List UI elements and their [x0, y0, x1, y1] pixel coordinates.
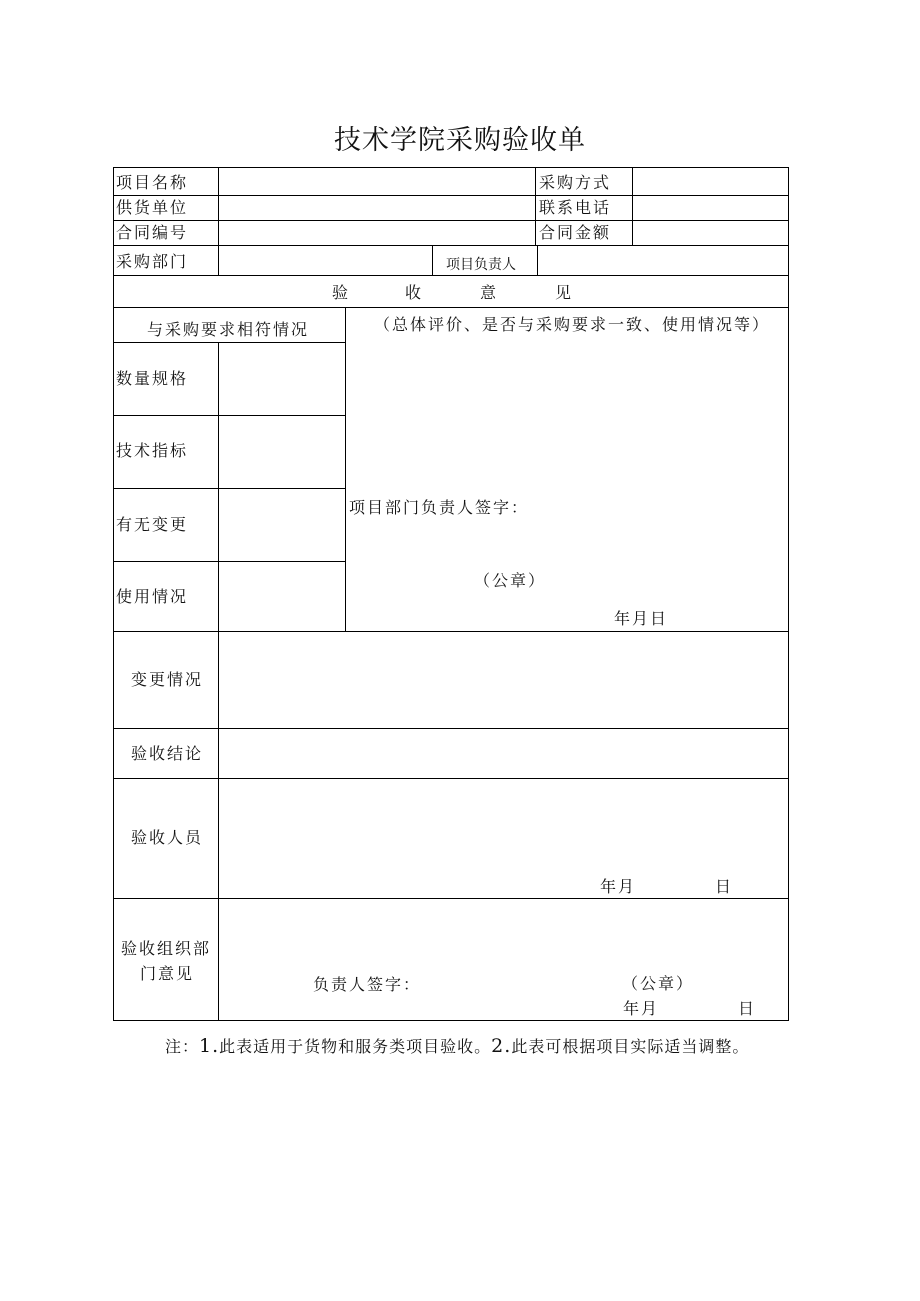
label-contract-amount: 合同金额: [539, 223, 612, 242]
label-change-status: 变更情况: [131, 670, 204, 689]
note-text: 此表可根据项目实际适当调整。: [511, 1037, 750, 1056]
opinion-heading-char: 验: [332, 283, 349, 302]
grid-line: [113, 898, 789, 899]
grid-line: [218, 342, 219, 631]
label-org-dept-line2: 门意见: [140, 964, 195, 983]
label-org-dept-line1: 验收组织部: [121, 939, 212, 958]
grid-line: [788, 167, 789, 1021]
label-project-leader: 项目负责人: [446, 257, 516, 273]
grid-line: [432, 245, 433, 275]
grid-line: [113, 1020, 789, 1021]
opinion-heading-char: 意: [480, 283, 497, 302]
grid-line: [218, 167, 219, 275]
opinion-heading-char: 见: [555, 283, 572, 302]
grid-line: [113, 561, 345, 562]
grid-line: [113, 245, 789, 246]
item-quantity-spec: 数量规格: [116, 369, 189, 388]
label-conclusion: 验收结论: [131, 744, 204, 763]
grid-line: [345, 307, 346, 631]
grid-line: [113, 307, 789, 308]
label-procurement-method: 采购方式: [539, 173, 612, 192]
grid-line: [113, 167, 114, 1021]
label-supplier: 供货单位: [116, 198, 189, 217]
grid-line: [113, 195, 789, 196]
personnel-date-ym: 年月: [600, 877, 637, 896]
footnote: [113, 1032, 773, 1061]
org-date-ym: 年月: [623, 999, 660, 1018]
grid-line: [113, 275, 789, 276]
compliance-header: 与采购要求相符情况: [147, 320, 310, 339]
label-contact-phone: 联系电话: [539, 198, 612, 217]
note-prefix: 注：: [165, 1037, 200, 1056]
note-number: 2.: [491, 1035, 512, 1057]
grid-line: [632, 167, 633, 245]
grid-line: [113, 220, 789, 221]
label-purchase-dept: 采购部门: [116, 252, 189, 271]
label-project-name: 项目名称: [116, 173, 189, 192]
org-date-d: 日: [738, 999, 755, 1018]
opinion-date: 年月日: [614, 609, 669, 628]
item-usage: 使用情况: [116, 587, 189, 606]
label-personnel: 验收人员: [131, 828, 204, 847]
page-title: 技术学院采购验收单: [334, 125, 586, 156]
grid-line: [113, 415, 345, 416]
grid-line: [537, 245, 538, 275]
overall-hint: （总体评价、是否与采购要求一致、使用情况等）: [374, 315, 771, 334]
grid-line: [113, 167, 789, 168]
personnel-date-d: 日: [715, 877, 732, 896]
grid-line: [535, 167, 536, 245]
grid-line: [113, 488, 345, 489]
seal-mark: （公章）: [474, 571, 547, 590]
label-contract-no: 合同编号: [116, 223, 189, 242]
grid-line: [113, 728, 789, 729]
org-seal: （公章）: [622, 974, 695, 993]
note-number: 1.: [199, 1035, 220, 1057]
grid-line: [218, 631, 219, 1021]
grid-line: [113, 342, 345, 343]
note-text: 此表适用于货物和服务类项目验收。: [219, 1037, 492, 1056]
item-change: 有无变更: [116, 515, 189, 534]
dept-signature: 项目部门负责人签字：: [349, 498, 530, 517]
grid-line: [113, 778, 789, 779]
org-signature: 负责人签字：: [313, 975, 422, 994]
grid-line: [113, 631, 789, 632]
opinion-heading-char: 收: [405, 283, 422, 302]
item-tech-index: 技术指标: [116, 441, 189, 460]
